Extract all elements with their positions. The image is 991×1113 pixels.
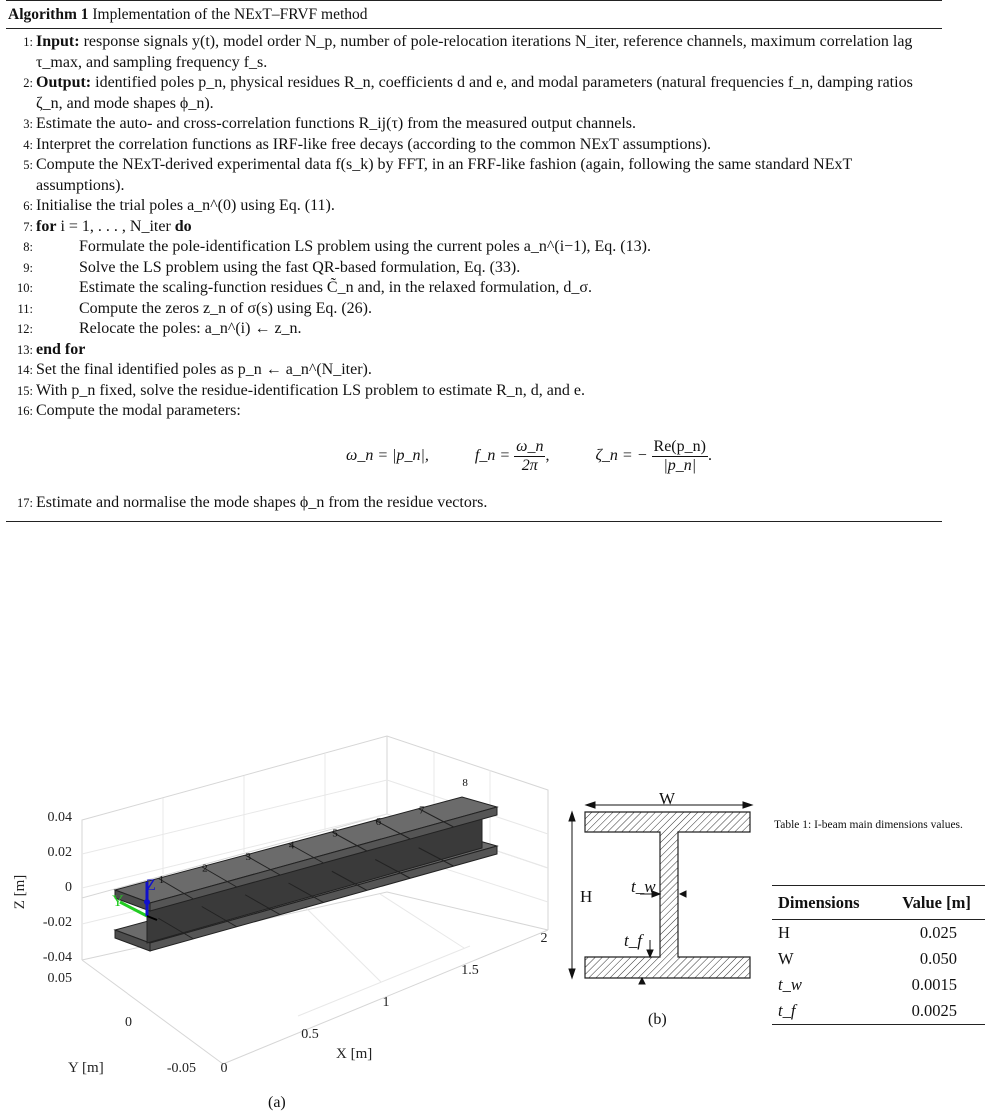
line-number: 9: [23, 260, 33, 275]
y-axis-label: Y [m] [68, 1060, 104, 1076]
z-axis-label: Z [m] [12, 874, 28, 910]
line-text: Estimate the auto- and cross-correlation functions R_ij(τ) from the measured output channels. [36, 115, 637, 132]
dimension-name: W [778, 949, 794, 968]
triad-y-label: Y [112, 893, 124, 910]
algorithm-line [6, 237, 942, 258]
line-number: 1: [23, 35, 33, 49]
z-tick: -0.04 [42, 950, 72, 965]
line-text: Compute the modal parameters: [36, 402, 241, 419]
z-tick: 0.04 [47, 810, 72, 825]
algorithm-line [6, 73, 942, 114]
line-text: identified poles p_n, physical residues R_n, coefficients d and e, and modal parameters (natural frequencies f_n, damping ratios ζ_n, and mode shapes ϕ_n). [36, 74, 913, 112]
algorithm-line [6, 340, 942, 361]
line-text: With p_n fixed, solve the residue-identification LS problem to estimate R_n, d, and e. [36, 381, 586, 399]
x-tick: 0 [220, 1061, 228, 1076]
line-text: Interpret the correlation functions as IRF-like free decays (according to the common NExT assumptions). [36, 135, 712, 153]
algorithm-line [6, 258, 942, 279]
line-number: 14: [17, 363, 33, 377]
dimension-name: t_f [772, 998, 886, 1025]
table-caption: Table 1: I-beam main dimensions values. [774, 819, 963, 831]
dimension-name: H [778, 923, 790, 942]
algorithm-line [6, 493, 942, 514]
segment-label: 4 [288, 839, 295, 852]
algorithm-line [6, 381, 942, 402]
algorithm-line [6, 196, 942, 217]
line-number: 7: [23, 219, 33, 234]
table-header-row [772, 886, 985, 920]
line-text: Initialise the trial poles a_n^(0) using Eq. (11). [36, 197, 335, 214]
line-text: response signals y(t), model order N_p, number of pole-relocation iterations N_iter, reference channels, maximum correlation lag τ_max, and sampling frequency f_s. [36, 33, 913, 71]
table-header: Dimensions [772, 886, 886, 920]
y-tick: 0 [125, 1015, 132, 1030]
label-W: W [659, 789, 676, 808]
z-tick: 0.02 [47, 845, 72, 860]
algorithm-line [6, 360, 942, 381]
table-row [772, 998, 985, 1025]
line-text: Compute the NExT-derived experimental data f(s_k) by FFT, in an FRF-like fashion (again, following the same standard NExT assumptions). [36, 156, 852, 194]
algorithm-last-line [6, 493, 942, 514]
dimension-value: 0.050 [919, 949, 957, 968]
algorithm-title [6, 1, 942, 28]
formula-zeta-lhs: ζ_n = − [595, 446, 648, 464]
line-keyword: Output: [36, 74, 92, 91]
algorithm-line [6, 319, 942, 340]
line-number: 17: [17, 495, 33, 510]
line-number: 15: [17, 383, 33, 398]
dimension-value: 0.025 [919, 923, 957, 942]
formula-f-lhs: f_n = [474, 446, 511, 464]
table-header: Value [m] [886, 886, 985, 920]
x-tick: 1.5 [461, 963, 479, 978]
line-text: Estimate and normalise the mode shapes ϕ_n from the residue vectors. [36, 493, 488, 511]
z-tick: -0.02 [42, 915, 72, 930]
line-number: 13: [17, 342, 33, 357]
algorithm-bottom-rule [6, 521, 942, 522]
line-text: Relocate the poles: a_n^(i) ← z_n. [79, 320, 302, 337]
line-text: i = 1, . . . , N_iter [56, 217, 175, 235]
segment-label: 3 [245, 850, 251, 863]
line-number: 4: [23, 137, 33, 152]
line-number: 8: [23, 240, 33, 254]
line-text: Set the final identified poles as p_n ← a_n^(N_iter). [36, 361, 372, 378]
line-number: 5: [23, 158, 33, 172]
label-tf: t_f [624, 931, 642, 950]
dimension-name: t_w [778, 975, 802, 994]
y-tick: 0.05 [47, 971, 72, 986]
line-text: Formulate the pole-identification LS problem using the current poles a_n^(i−1), Eq. (13). [79, 238, 651, 255]
dimension-value: 0.0025 [886, 998, 985, 1025]
formula-f-den: 2π [521, 456, 538, 474]
modal-formula: ω_n = |p_n|, f_n = $\frac{\omega\_n}{2\pi}$ , ζ_n = − $\frac{Re(p\_n)}{|p\_n|}$ . [346, 437, 712, 474]
segment-label: 5 [332, 827, 338, 840]
formula-omega: ω_n = |p_n|, [346, 446, 429, 464]
algorithm-line [6, 299, 942, 320]
line-number: 2: [23, 76, 33, 90]
y-tick: -0.05 [166, 1061, 196, 1076]
algorithm-label: Algorithm 1 [8, 6, 89, 23]
algorithm-line [6, 278, 942, 299]
formula-zeta-num: Re(p_n) [653, 437, 706, 455]
segment-label: 1 [158, 874, 165, 887]
segment-label: 8 [462, 776, 468, 789]
algorithm-line [6, 32, 942, 73]
formula-zeta-fraction [652, 438, 708, 475]
algorithm-line [6, 135, 942, 156]
formula-f-num: ω_n [516, 437, 544, 455]
triad-z-label: Z [146, 877, 156, 894]
line-number: 11: [17, 301, 33, 316]
line-number: 10: [17, 281, 33, 295]
dimensions-table [772, 885, 985, 1025]
segment-label: 2 [202, 862, 208, 875]
x-tick: 2 [540, 931, 548, 946]
ibeam-section [585, 812, 750, 978]
line-text: Compute the zeros z_n of σ(s) using Eq. (26). [79, 299, 373, 317]
table-row [772, 946, 985, 972]
algorithm-line [6, 155, 942, 196]
table-row [772, 920, 985, 947]
line-number: 6: [23, 199, 33, 213]
table-row [772, 972, 985, 998]
x-tick: 1 [382, 995, 390, 1010]
formula-f-fraction [514, 438, 545, 475]
dimension-value: 0.0015 [911, 975, 957, 994]
line-text: Estimate the scaling-function residues C̃_n and, in the relaxed formulation, d_σ. [79, 279, 592, 296]
x-tick: 0.5 [301, 1027, 319, 1042]
line-number: 3: [23, 117, 33, 131]
z-tick: 0 [65, 880, 72, 895]
ibeam-figure [0, 640, 991, 1113]
segment-label: 6 [375, 816, 382, 829]
line-keyword: Input: [36, 33, 80, 50]
algorithm-name: Implementation of the NExT–FRVF method [92, 6, 368, 23]
segment-label: 7 [418, 804, 425, 817]
figure-a-caption: (a) [268, 1094, 286, 1111]
algorithm-line [6, 114, 942, 135]
algorithm-lines [6, 29, 942, 422]
x-axis-label: X [m] [336, 1046, 373, 1062]
line-text: Solve the LS problem using the fast QR-based formulation, Eq. (33). [79, 258, 521, 276]
label-H: H [580, 887, 593, 906]
line-keyword: do [174, 217, 192, 235]
algorithm-line [6, 217, 942, 238]
figure-b-caption: (b) [648, 1011, 667, 1028]
line-number: 16: [17, 404, 33, 418]
algorithm-line [6, 401, 942, 422]
formula-zeta-den: |p_n| [663, 456, 697, 474]
line-number: 12: [17, 322, 33, 336]
line-keyword: for [36, 217, 57, 235]
label-tw: t_w [631, 877, 656, 896]
line-keyword: end for [36, 340, 86, 358]
algorithm-block [6, 0, 942, 522]
